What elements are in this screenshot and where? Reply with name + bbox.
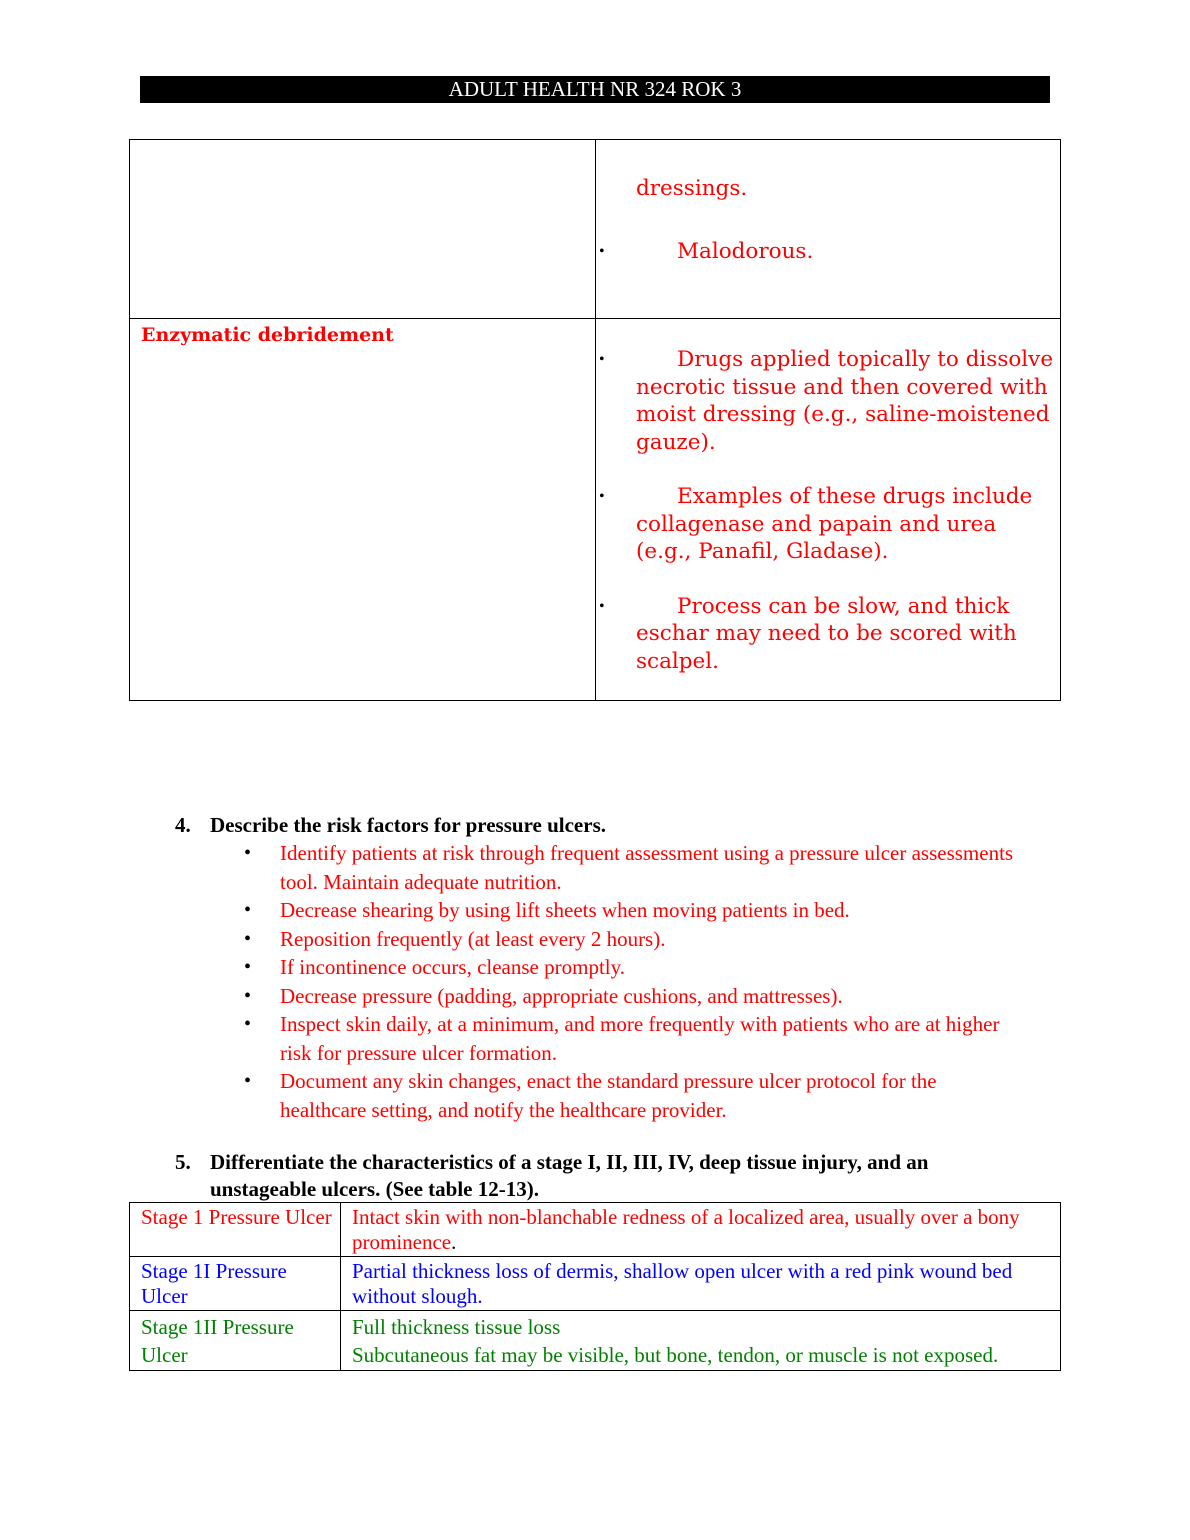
stage-description-text: Intact skin with non-blanchable redness of a localized area, usually over a bony prominence: [352, 1205, 1020, 1254]
page-header: ADULT HEALTH NR 324 ROK 3: [140, 76, 1050, 103]
bullet-icon: •: [244, 1070, 252, 1092]
continued-text: dressings.: [636, 176, 748, 201]
stage-description: [341, 1203, 1061, 1257]
bullet-icon: •: [599, 597, 605, 615]
risk-factor-list: [244, 839, 1024, 1124]
question-number: 4.: [175, 813, 191, 837]
list-item: [596, 483, 1060, 566]
pressure-ulcer-stages-table: [129, 1202, 1061, 1371]
question-5: [175, 1149, 1025, 1203]
list-item: [596, 238, 1060, 266]
bullet-text: Inspect skin daily, at a minimum, and more frequently with patients who are at higher risk for pressure ulcer formation.: [280, 1012, 1000, 1065]
question-text: Describe the risk factors for pressure ulcers.: [210, 813, 606, 837]
bullet-text: Drugs applied topically to dissolve necrotic tissue and then covered with moist dressing (e.g., saline-moistened gauze).: [636, 347, 1054, 455]
table-row: [130, 1311, 1061, 1371]
bullet-text: Examples of these drugs include collagenase and papain and urea (e.g., Panafil, Gladase).: [636, 484, 1033, 564]
bullet-icon: •: [599, 351, 605, 368]
enzymatic-debridement-label: Enzymatic debridement: [141, 324, 394, 346]
question-number: 5.: [175, 1150, 191, 1174]
bullet-text: Identify patients at risk through frequent assessment using a pressure ulcer assessments tool. Maintain adequate nutrition.: [280, 841, 1014, 894]
debridement-table: [129, 139, 1061, 701]
bullet-icon: •: [244, 1013, 252, 1035]
table-row: [130, 319, 1061, 701]
stage-description-end: .: [451, 1230, 457, 1254]
list-item: [244, 1010, 1024, 1067]
list-item: [596, 346, 1060, 456]
stage-label: Stage 1II Pressure Ulcer: [130, 1311, 341, 1371]
list-item: [244, 982, 1024, 1011]
bullet-text: Decrease shearing by using lift sheets when moving patients in bed.: [280, 898, 850, 922]
empty-cell: [130, 140, 596, 319]
stage-label: Stage 1I Pressure Ulcer: [130, 1257, 341, 1311]
bullet-icon: •: [244, 984, 252, 1007]
bullet-icon: •: [599, 242, 605, 260]
list-item: [244, 839, 1024, 896]
stage-description-line: Full thickness tissue loss: [352, 1315, 561, 1339]
list-item: [244, 925, 1024, 954]
table-row: [130, 1203, 1061, 1257]
table-row: [130, 1257, 1061, 1311]
bullet-text: If incontinence occurs, cleanse promptly.: [280, 955, 626, 979]
description-cell: [596, 140, 1061, 319]
bullet-text: Decrease pressure (padding, appropriate cushions, and mattresses).: [280, 983, 843, 1008]
question-text: Differentiate the characteristics of a stage I, II, III, IV, deep tissue injury, and an unstageable ulcers. (See table 12-13).: [210, 1150, 929, 1201]
bullet-icon: •: [244, 899, 252, 921]
bullet-icon: •: [599, 488, 605, 505]
bullet-icon: •: [244, 842, 252, 864]
table-row: [130, 140, 1061, 319]
bullet-text: Malodorous.: [677, 238, 814, 264]
bullet-text: Reposition frequently (at least every 2 hours).: [280, 926, 666, 951]
bullet-icon: •: [244, 927, 252, 950]
list-item: [596, 593, 1060, 676]
label-cell: [130, 319, 596, 701]
stage-description: Partial thickness loss of dermis, shallow open ulcer with a red pink wound bed without slough.: [341, 1257, 1061, 1311]
list-item: [244, 953, 1024, 982]
stage-description-line: Subcutaneous fat may be visible, but bone, tendon, or muscle is not exposed.: [352, 1343, 999, 1367]
description-cell: [596, 319, 1061, 701]
bullet-text: Process can be slow, and thick eschar may need to be scored with scalpel.: [636, 593, 1017, 674]
list-item: [244, 1067, 1024, 1124]
list-item: [244, 896, 1024, 925]
stage-label: Stage 1 Pressure Ulcer: [130, 1203, 341, 1257]
bullet-icon: •: [244, 956, 252, 978]
bullet-text: Document any skin changes, enact the standard pressure ulcer protocol for the healthcare setting, and notify the healthcare provider.: [280, 1069, 937, 1122]
question-4: [175, 812, 1025, 839]
stage-description: [341, 1311, 1061, 1371]
